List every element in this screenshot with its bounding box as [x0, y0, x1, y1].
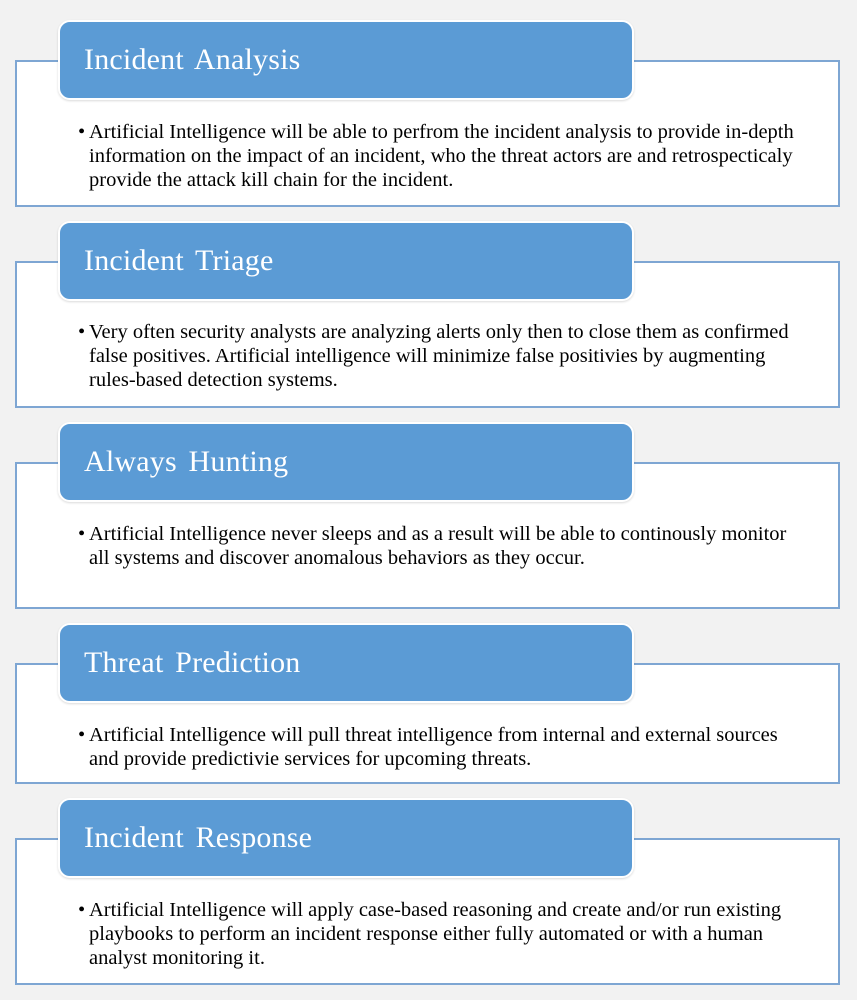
card-title: Incident Analysis — [84, 43, 301, 76]
card-title: Always Hunting — [84, 445, 289, 478]
card-header — [58, 221, 634, 301]
bullet-icon: • — [78, 724, 86, 746]
card-header — [58, 422, 634, 502]
card-text: Artificial Intelligence will pull threat intelligence from internal and external sources and provide predictivie services for upcoming threats. — [89, 724, 778, 770]
card-title: Incident Triage — [84, 244, 274, 277]
bullet-icon: • — [78, 899, 86, 921]
card-bullet — [78, 723, 798, 771]
bullet-icon: • — [78, 121, 86, 143]
card-bullet — [78, 522, 798, 570]
card-header — [58, 798, 634, 878]
card-text: Artificial Intelligence will be able to perfrom the incident analysis to provide in-depth information on the impact of an incident, who the threat actors are and retrospecticaly provide the attack kill chain for the incident. — [89, 121, 794, 191]
card-header — [58, 20, 634, 100]
card-title: Incident Response — [84, 821, 313, 854]
card-text: Very often security analysts are analyzing alerts only then to close them as confirmed false positives. Artificial intelligence will minimize false positivies by augmenting rules-based detection systems. — [89, 321, 789, 391]
card-bullet — [78, 898, 798, 970]
card-header — [58, 623, 634, 703]
card-bullet — [78, 320, 798, 392]
card-bullet — [78, 120, 798, 192]
bullet-icon: • — [78, 321, 86, 343]
bullet-icon: • — [78, 523, 86, 545]
card-text: Artificial Intelligence never sleeps and as a result will be able to continously monitor all systems and discover anomalous behaviors as they occur. — [89, 523, 787, 569]
card-text: Artificial Intelligence will apply case-based reasoning and create and/or run existing playbooks to perform an incident response either fully automated or with a human analyst monitoring it. — [89, 899, 782, 969]
card-title: Threat Prediction — [84, 646, 301, 679]
